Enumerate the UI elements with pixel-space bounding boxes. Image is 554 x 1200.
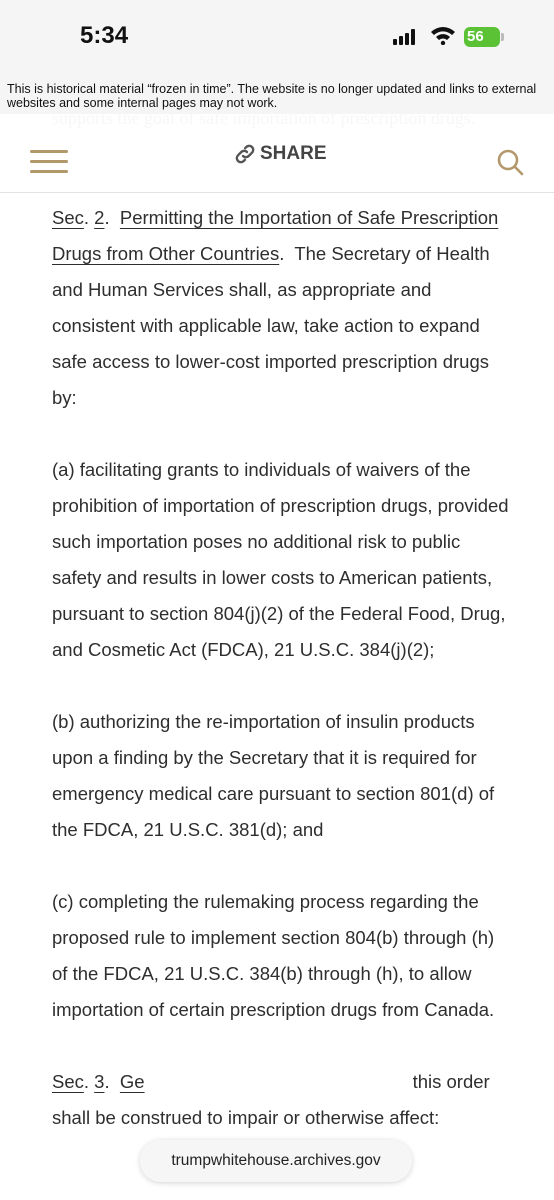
section-3: Sec. 3. Ge this order shall be construed to impair or otherwise affect: (52, 1071, 490, 1128)
address-bar[interactable] (140, 1140, 412, 1182)
section-3-body: this order shall be construed to impair or otherwise affect: (52, 1071, 490, 1128)
list-item-a: (a) facilitating grants to individuals of waivers of the prohibition of importation of prescription drugs, provided such importation poses no additional risk to public safety and results in lower costs to American patients, pursuant to section 804(j)(2) of the Federal Food, Drug, and Cosmetic Act (FDCA), 21 U.S.C. 384(j)(2); (52, 459, 509, 660)
battery-level: 56 (467, 28, 484, 45)
executive-order-text (52, 200, 512, 1172)
link-icon (233, 142, 257, 166)
list-item-c: (c) completing the rulemaking process regarding the proposed rule to implement section 804(b) through (h) of the FDCA, 21 U.S.C. 384(b) through (h), to allow importation of certain prescription drugs from Canada. (52, 891, 495, 1020)
status-bar (0, 0, 554, 80)
share-button[interactable] (233, 142, 327, 166)
section-2-body: The Secretary of Health and Human Services shall, as appropriate and consistent with applicable law, take action to expand safe access to lower-cost imported prescription drugs by: (52, 243, 490, 408)
share-label: SHARE (260, 143, 327, 164)
section-2-title: Permitting the Importation of Safe Prescription Drugs from Other Countries (52, 207, 499, 264)
status-time: 5:34 (80, 22, 129, 49)
search-icon[interactable] (496, 148, 524, 176)
wifi-icon (430, 25, 456, 45)
archive-notice-banner (0, 80, 554, 114)
site-header (0, 114, 554, 193)
section-2-number: 2 (94, 207, 105, 228)
address-bar-url: trumpwhitehouse.archives.gov (171, 1152, 381, 1169)
cellular-signal-icon (393, 29, 417, 45)
section-3-prefix: Sec (52, 1071, 84, 1092)
archive-notice-text: This is historical material “frozen in time”. The website is no longer updated and links to external websites and some internal pages may not work. (7, 82, 537, 110)
battery-icon (464, 27, 506, 47)
section-3-number: 3 (94, 1071, 105, 1092)
list-item-b: (b) authorizing the re-importation of insulin products upon a finding by the Secretary that it is required for emergency medical care pursuant to section 801(d) of the FDCA, 21 U.S.C. 381(d); and (52, 711, 495, 840)
section-3-title: Ge (119, 1071, 145, 1092)
section-2-prefix: Sec (52, 207, 84, 228)
hamburger-menu-icon[interactable] (30, 150, 68, 174)
section-2: Sec. 2. Permitting the Importation of Safe Prescription Drugs from Other Countries. The Secretary of Health and Human Services shall, as appropriate and consistent with applicable law, take action to expand safe access to lower-cost imported prescription drugs by: (52, 207, 499, 408)
